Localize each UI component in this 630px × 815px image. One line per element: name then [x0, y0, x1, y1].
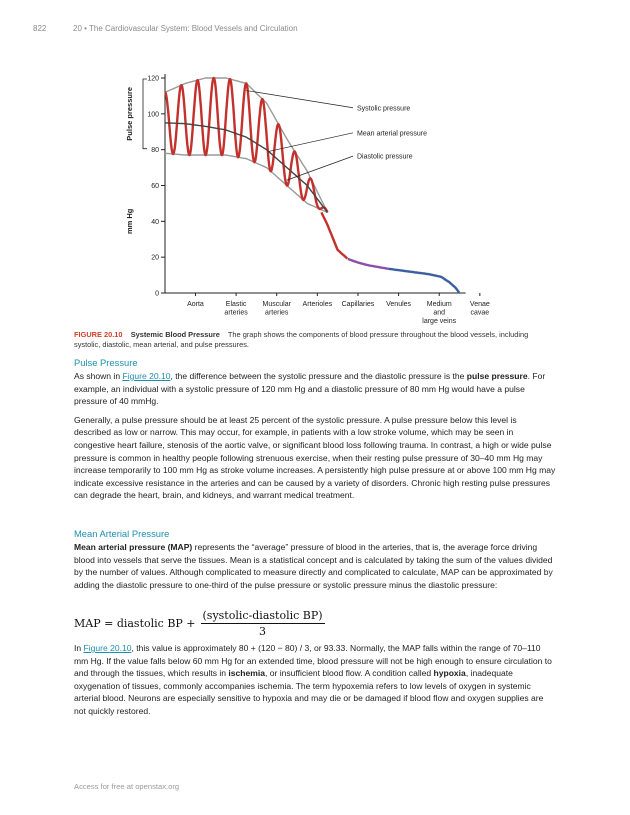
systemic-blood-pressure-figure [70, 60, 560, 330]
annotation-label: Mean arterial pressure [357, 130, 428, 138]
figure-title: Systemic Blood Pressure [130, 330, 220, 339]
map-paragraph-1 [74, 541, 556, 591]
figure-caption [74, 330, 554, 350]
pulse-paragraph-2: Generally, a pulse pressure should be at least 25 percent of the systolic pressure. A pulse pressure below this level is described as low or narrow. This may occur, for example, in patients with a low stroke volume, which may be seen in congestive heart failure, stenosis of the aortic valve, or significant blood loss following trauma. In contrast, a high or wide pulse pressure is common in healthy people following strenuous exercise, when their resting pulse pressure of 30–40 mm Hg may increase temporarily to 100 mm Hg as stroke volume increases. A persistently high pulse pressure at or above 100 mm Hg may indicate excessive resistance in the arteries and can be caused by a variety of disorders. Chronic high resting pulse pressures can degrade the heart, brain, and kidneys, and warrant medical treatment. [74, 414, 556, 501]
key-term-pressure: pressure [491, 371, 528, 381]
key-term-pulse: pulse [466, 371, 490, 381]
pulse-pressure-heading: Pulse Pressure [74, 357, 138, 368]
figure-caption-text: The graph shows the components of blood pressure throughout the blood vessels, including systolic, diastolic, mean arterial, and pulse pressures. [74, 330, 529, 349]
running-header [33, 24, 298, 33]
key-term-hypoxia: hypoxia [433, 668, 466, 679]
map-section-intro [74, 541, 556, 597]
text-run: , inadequate oxygenation of tissues, commonly accompanies ischemia. The term hypoxemia refers to low levels of oxygen in systemic arterial blood. Neurons are especially sensitive to hypoxia and may die or be damaged if blood flow and oxygen supplies are not quickly restored. [74, 668, 544, 716]
formula-numerator: (systolic-diastolic BP) [202, 608, 323, 622]
y-axis-label-mmhg: mm Hg [125, 208, 134, 235]
y-tick-label: 40 [151, 218, 159, 226]
map-heading: Mean Arterial Pressure [74, 528, 170, 539]
y-tick-label: 20 [151, 254, 159, 262]
figure-link[interactable]: Figure 20.10 [83, 643, 132, 653]
text-run: , this value is approximately 80 + (120 − 80) / 3, or 93.33. Normally, the MAP falls within the range of 70–110 mm Hg. If the value falls below 60 mm Hg for an extended time, blood pressure will not be high enough to ensure circulation to and through the tissues, which results in [74, 643, 552, 679]
x-tick-label: Medium [426, 301, 452, 308]
y-tick-label: 120 [147, 75, 159, 83]
annotation-label: Diastolic pressure [357, 153, 413, 161]
key-term-ischemia: ischemia [228, 668, 265, 679]
x-tick-label: large veins [422, 318, 457, 325]
formula-denominator: 3 [259, 624, 267, 638]
figure-link[interactable]: Figure 20.10 [122, 371, 171, 381]
text-run: As shown in [74, 371, 123, 381]
formula-left: MAP = diastolic BP + [74, 616, 196, 630]
text-run: , or insufficient blood flow. A condition called [265, 668, 434, 679]
y-tick-label: 100 [147, 111, 159, 119]
pulse-pressure-section [74, 370, 556, 508]
arteriole-pressure-line [321, 212, 347, 258]
figure-number: FIGURE 20.10 [74, 330, 123, 339]
x-tick-label: Capillaries [341, 301, 375, 308]
x-tick-label: Muscular [262, 301, 291, 308]
text-run: represents the “average” pressure of blood in the arteries, that is, the average force driving blood into vessels that serve the tissues. Mean is a statistical concept and is calculated by taking the sum of the values divided by the number of values. Although complicated to measure directly and complicated to calculate, MAP can be approximated by adding the diastolic pressure to one-third of the pulse pressure or systolic pressure minus the diastolic pressure: [74, 542, 553, 590]
x-tick-label: cavae [470, 309, 490, 317]
map-section-body [74, 642, 556, 724]
x-tick-label: Arterioles [302, 301, 333, 308]
venous-pressure-line [388, 269, 459, 293]
annotation-label: Systolic pressure [357, 105, 411, 113]
formula-fraction [201, 609, 325, 638]
key-term-map: Mean arterial pressure (MAP) [74, 542, 193, 552]
diastolic-envelope-line [165, 153, 328, 212]
page-footer: Access for free at openstax.org [74, 782, 180, 791]
systolic-envelope-line [165, 78, 328, 212]
y-tick-label: 0 [155, 290, 159, 298]
text-run: In [74, 643, 84, 653]
chapter-title: 20 • The Cardiovascular System: Blood Vessels and Circulation [73, 24, 298, 33]
x-tick-label: Venae [469, 301, 490, 308]
y-tick-label: 80 [151, 147, 159, 155]
y-tick-label: 60 [151, 183, 159, 190]
x-tick-label: Elastic [225, 301, 247, 308]
blood-pressure-chart [70, 60, 560, 330]
x-tick-label: arteries [224, 309, 248, 317]
x-tick-label: and [433, 309, 446, 317]
x-tick-label: Aorta [187, 301, 204, 308]
x-tick-label: arteries [265, 309, 289, 317]
text-run: . For example, an individual with a systolic pressure of 120 mm Hg and a diastolic pressure of 80 mm Hg would have a pulse pressure of 40 mmHg. [74, 371, 546, 407]
map-formula [74, 608, 325, 638]
pulse-pressure-line [165, 78, 328, 212]
x-tick-label: Venules [386, 301, 412, 308]
text-run: , the difference between the systolic pressure and the diastolic pressure is the [170, 371, 467, 381]
page-number: 822 [33, 24, 47, 33]
pulse-paragraph-1 [74, 370, 556, 408]
map-paragraph-2 [74, 642, 556, 718]
capillary-pressure-line [348, 259, 389, 269]
y-axis-label-pulse: Pulse pressure [125, 86, 134, 141]
